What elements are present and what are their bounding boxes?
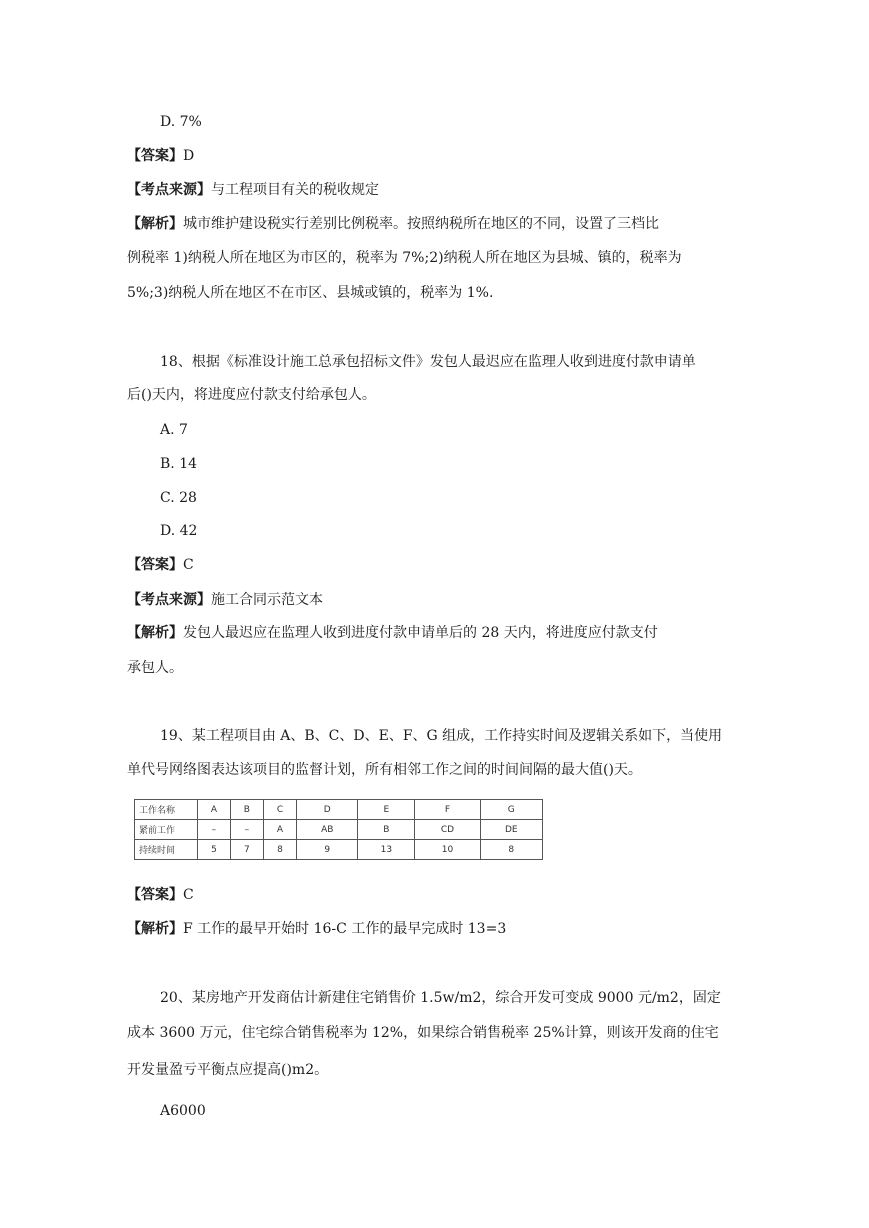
q17-answer [127, 146, 194, 166]
table-cell: 8 [480, 840, 542, 860]
table-cell: B [230, 800, 263, 820]
table-cell: 工作名称 [135, 800, 198, 820]
q18-analysis-line-2: 承包人。 [127, 660, 183, 676]
table-row [135, 800, 543, 820]
source-value: 施工合同示范文本 [211, 592, 323, 608]
source-label: 【考点来源】 [127, 182, 211, 198]
answer-label: 【答案】 [127, 557, 183, 573]
q17-analysis-line-1 [127, 214, 659, 234]
table-cell: F [415, 800, 480, 820]
q18-option-b: B. 14 [160, 456, 198, 472]
table-row [135, 820, 543, 840]
table-cell: CD [415, 820, 480, 840]
table-cell: 5 [198, 840, 231, 860]
table-cell: D [297, 800, 358, 820]
q17-source [127, 180, 379, 200]
answer-value: D [183, 148, 195, 164]
analysis-label: 【解析】 [127, 625, 183, 641]
table-cell: 紧前工作 [135, 820, 198, 840]
table-cell: 7 [230, 840, 263, 860]
q19-stem-line-2: 单代号网络图表达该项目的监督计划，所有相邻工作之间的时间间隔的最大值()天。 [127, 762, 642, 778]
answer-value: C [183, 557, 194, 573]
table-cell: C [263, 800, 296, 820]
table-cell: B [358, 820, 415, 840]
table-cell: 10 [415, 840, 480, 860]
table-cell: 13 [358, 840, 415, 860]
table-cell: – [198, 820, 231, 840]
analysis-text: 城市维护建设税实行差别比例税率。按照纳税所在地区的不同，设置了三档比 [183, 216, 659, 232]
q18-answer [127, 555, 194, 575]
answer-value: C [183, 887, 194, 903]
work-logic-table [134, 799, 543, 860]
q19-answer [127, 885, 194, 905]
table-cell: G [480, 800, 542, 820]
q18-analysis-line-1 [127, 623, 658, 643]
q19-analysis [127, 919, 506, 939]
table-cell: 8 [263, 840, 296, 860]
table-cell: AB [297, 820, 358, 840]
source-label: 【考点来源】 [127, 592, 211, 608]
analysis-label: 【解析】 [127, 216, 183, 232]
table-cell: DE [480, 820, 542, 840]
table-cell: A [198, 800, 231, 820]
table-cell: – [230, 820, 263, 840]
table-cell: 持续时间 [135, 840, 198, 860]
q18-option-a: A. 7 [160, 422, 188, 438]
q18-option-d: D. 42 [160, 523, 198, 539]
table-cell: A [263, 820, 296, 840]
q18-stem-line-1: 18、根据《标准设计施工总承包招标文件》发包人最迟应在监理人收到进度付款申请单 [160, 354, 696, 370]
q20-stem-line-3: 开发量盈亏平衡点应提高()m2。 [127, 1062, 329, 1078]
q19-stem-line-1: 19、某工程项目由 A、B、C、D、E、F、G 组成，工作持实时间及逻辑关系如下，当使用 [160, 728, 723, 744]
q17-analysis-line-3: 5%;3)纳税人所在地区不在市区、县城或镇的，税率为 1%. [127, 285, 494, 301]
q18-option-c: C. 28 [160, 490, 197, 506]
table-cell: E [358, 800, 415, 820]
analysis-label: 【解析】 [127, 921, 183, 937]
q20-stem-line-1: 20、某房地产开发商估计新建住宅销售价 1.5w/m2，综合开发可变成 9000 元/m2，固定 [160, 990, 721, 1006]
table-row [135, 840, 543, 860]
q20-stem-line-2: 成本 3600 万元，住宅综合销售税率为 12%，如果综合销售税率 25%计算，则该开发商的住宅 [127, 1025, 719, 1041]
answer-label: 【答案】 [127, 148, 183, 164]
answer-label: 【答案】 [127, 887, 183, 903]
analysis-text: F 工作的最早开始时 16-C 工作的最早完成时 13=3 [183, 921, 507, 937]
q18-stem-line-2: 后()天内，将进度应付款支付给承包人。 [127, 387, 376, 403]
q17-analysis-line-2: 例税率 1)纳税人所在地区为市区的，税率为 7%;2)纳税人所在地区为县城、镇的，税率为 [127, 250, 682, 266]
q18-source [127, 590, 323, 610]
analysis-text: 发包人最迟应在监理人收到进度付款申请单后的 28 天内，将进度应付款支付 [183, 625, 658, 641]
table-cell: 9 [297, 840, 358, 860]
source-value: 与工程项目有关的税收规定 [211, 182, 379, 198]
q20-option-a: A6000 [160, 1103, 206, 1119]
q17-option-d: D. 7% [160, 114, 202, 130]
